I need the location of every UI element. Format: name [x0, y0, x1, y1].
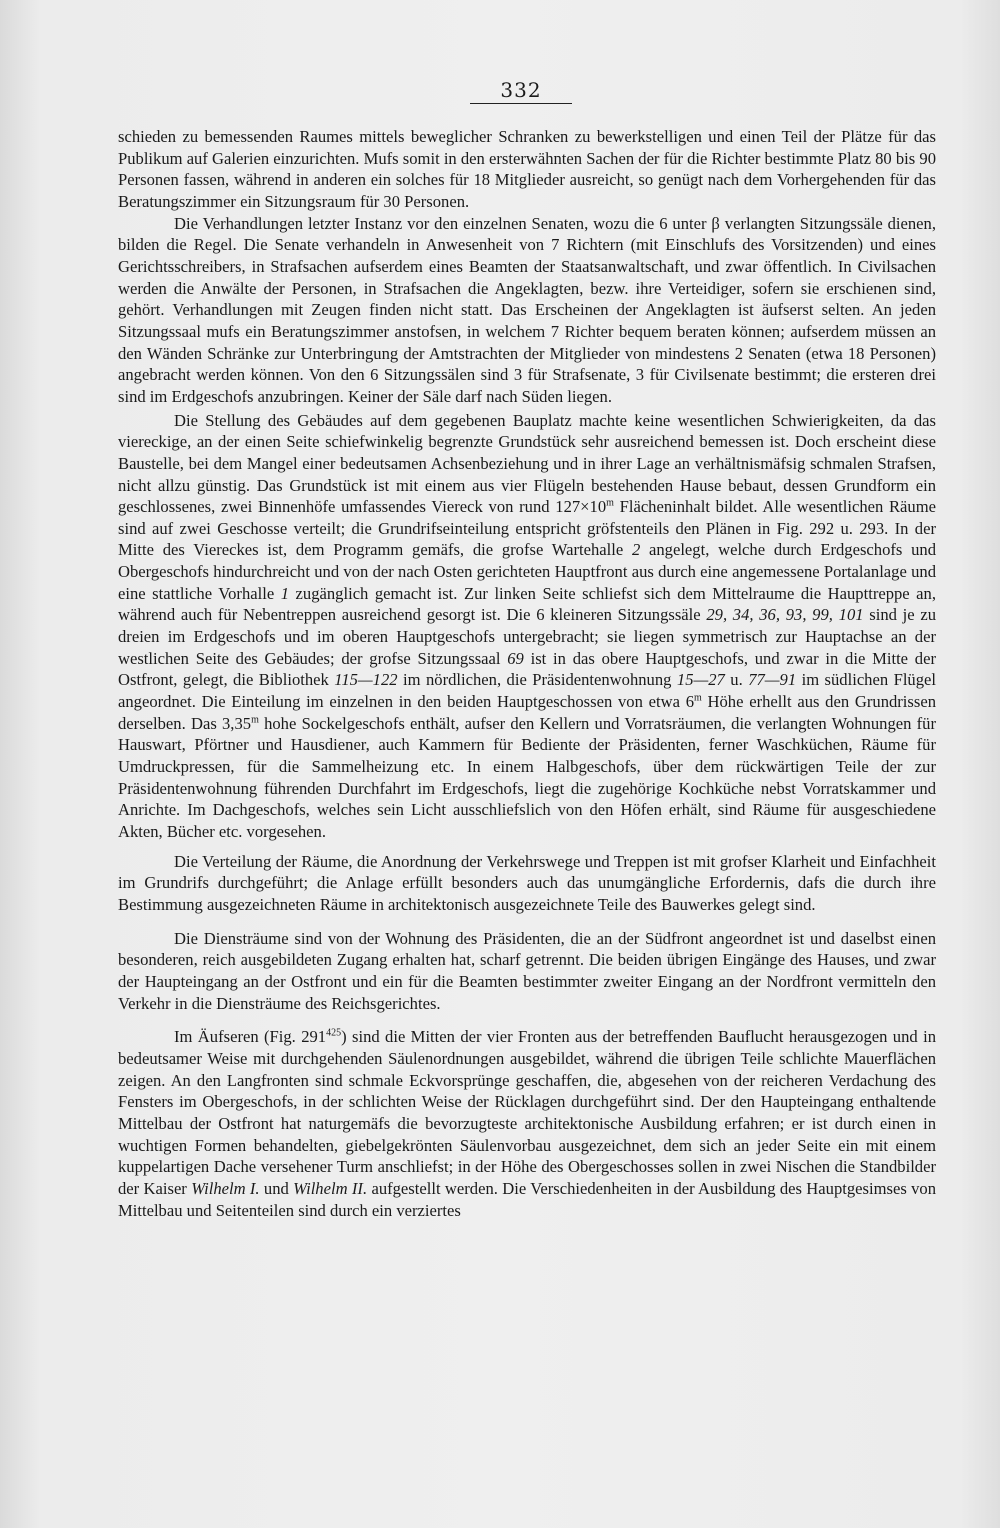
paragraph: schieden zu bemessenden Raumes mittels beweglicher Schranken zu bewerkstelligen und einen Teil der Plätze für das Publikum auf Galerien einzurichten. Mufs somit in den ersterwähnten Sachen der für die Richter bestimmte Platz 80 bis 90 Personen fassen, während in anderen ein solches für 18 Mitglieder ausreicht, so genügt nach dem Vorhergehenden für das Beratungszimmer ein Sitzungsraum für 30 Personen.: [118, 127, 936, 211]
paragraph: Die Verhandlungen letzter Instanz vor den einzelnen Senaten, wozu die 6 unter β verlangten Sitzungssäle dienen, bilden die Regel. Die Senate verhandeln in Anwesenheit von 7 Richtern (mit Einschlufs des Vorsitzenden) und eines Gerichtsschreibers, in Strafsachen aufserdem eines Beamten der Staatsanwaltschaft, und zwar öffentlich. In Civilsachen werden die Anwälte der Personen, in Strafsachen die Angeklagten, bezw. ihre Verteidiger, sofern sie erschienen sind, gehört. Verhandlungen mit Zeugen finden nicht statt. Das Erscheinen der Angeklagten ist äufserst selten. An jeden Sitzungssaal mufs ein Beratungszimmer anstofsen, in welchem 7 Richter bequem beraten können; aufserdem müssen an den Wänden Schränke zur Unterbringung der Amtstrachten der Mitglieder von mindestens 2 Senaten (etwa 18 Personen) angebracht werden können. Von den 6 Sitzungssälen sind 3 für Strafsenate, 3 für Civilsenate bestimmt; die ersteren drei sind im Erdgeschofs anzubringen. Keiner der Säle darf nach Süden liegen.: [118, 213, 936, 406]
body-text: [118, 126, 936, 1221]
paragraph: Die Stellung des Gebäudes auf dem gegebenen Bauplatz machte keine wesentlichen Schwierigkeiten, da das viereckige, an der einen Seite schiefwinkelig begrenzte Grundstück sehr ausreichend bemessen ist. Doch erscheint diese Baustelle, bei dem Mangel einer bedeutsamen Achsenbeziehung und in ihrer Lage an verhältnismäfsig schmalen Strafsen, nicht allzu günstig. Das Grundstück ist mit einem aus vier Flügeln bestehenden Hause bebaut, dessen Grundform ein geschlossenes, zwei Binnenhöfe umfassendes Viereck von rund $127\times 10^m$ Flächeninhalt bildet. Alle wesentlichen Räume sind auf zwei Geschosse verteilt; die Grundrifseinteilung entspricht gröfstenteils den Plänen in Fig. 292 u. 293. In der Mitte des Viereckes ist, dem Programm gemäfs, die grofse Wartehalle 2 angelegt, welche durch Erdgeschofs und Obergeschofs hindurchreicht und von der nach Osten gerichteten Hauptfront aus durch eine angemessene Portalanlage und eine stattliche Vorhalle 1 zugänglich gemacht ist. Zur linken Seite schliefst sich dem Mittelraume die Haupttreppe an, während auch für Nebentreppen ausreichend gesorgt ist. Die 6 kleineren Sitzungssäle 29, 34, 36, 93, 99, 101 sind je zu dreien im Erdgeschofs und im oberen Hauptgeschofs untergebracht; sie liegen symmetrisch zur Hauptachse an der westlichen Seite des Gebäudes; der grofse Sitzungssaal 69 ist in das obere Hauptgeschofs, und zwar in die Mitte der Ostfront, gelegt, die Bibliothek 115—122 im nördlichen, die Präsidentenwohnung 15—27 u. 77—91 im südlichen Flügel angeordnet. Die Einteilung im einzelnen in den beiden Hauptgeschossen von etwa 6$^m$ Höhe erhellt aus den Grundrissen derselben. Das 3,35$^m$ hohe Sockelgeschofs enthält, aufser den Kellern und Vorratsräumen, die verlangten Wohnungen für Hauswart, Pförtner und Hausdiener, auch Kammern für Bediente der Präsidenten, ferner Waschküchen, Räume für Umdruckpressen, für die Sammelheizung etc. In einem Halbgeschofs, über dem rückwärtigen Teile der zur Präsidentenwohnung führenden Durchfahrt im Erdgeschofs, liegt die zugehörige Kochküche nebst Vorratskammer und Anrichte. Im Dachgeschofs, welches sein Licht ausschliefslich von den Höfen erhält, sind Räume für ausgeschiedene Akten, Bücher etc. vorgesehen.: [118, 410, 937, 841]
paragraph: Die Diensträume sind von der Wohnung des Präsidenten, die an der Südfront angeordnet ist und daselbst einen besonderen, reich ausgebildeten Zugang erhalten hat, scharf getrennt. Die beiden übrigen Eingänge des Hauses, und zwar der Haupteingang an der Ostfront und ein für die Beamten bestimmter zweiter Eingang an der Nordfront vermitteln den Verkehr in die Diensträume des Reichsgerichtes.: [118, 928, 936, 1013]
paragraph: Im Äufseren (Fig. $291^{425}$) sind die Mitten der vier Fronten aus der betreffenden Bauflucht herausgezogen und in bedeutsamer Weise mit durchgehenden Säulenordnungen ausgebildet, während die übrigen Teile schlichte Mauerflächen zeigen. An den Langfronten sind schmale Eckvorsprünge geschaffen, die, abgesehen von der reicheren Verdachung des Fensters im Obergeschofs, in der schlichten Weise der Rücklagen durchgeführt sind. Der den Haupteingang enthaltende Mittelbau der Ostfront hat naturgemäfs die bevorzugteste architektonische Ausbildung erfahren; er ist durch einen in wuchtigen Formen behandelten, giebelgekrönten Säulenvorbau ausgezeichnet, dem sich an jeder Seite ein mit einem kuppelartigen Dache versehener Turm anschliefst; in der Höhe des Obergeschosses sollen in zwei Nischen die Standbilder der Kaiser Wilhelm I. und Wilhelm II. aufgestellt werden. Die Verschiedenheiten in der Ausbildung des Hauptgesimses von Mittelbau und Seitenteilen sind durch ein verziertes: [118, 1027, 937, 1220]
page-number: 332: [470, 78, 572, 104]
paragraph: Die Verteilung der Räume, die Anordnung der Verkehrswege und Treppen ist mit grofser Klarheit und Einfachheit im Grundrifs durchgeführt; die Anlage erfüllt besonders auch das unumgängliche Erfordernis, dafs die durch ihre Bestimmung ausgezeichneten Räume in architektonisch ausgezeichnete Teile des Bauwerkes gelegt sind.: [118, 851, 936, 914]
